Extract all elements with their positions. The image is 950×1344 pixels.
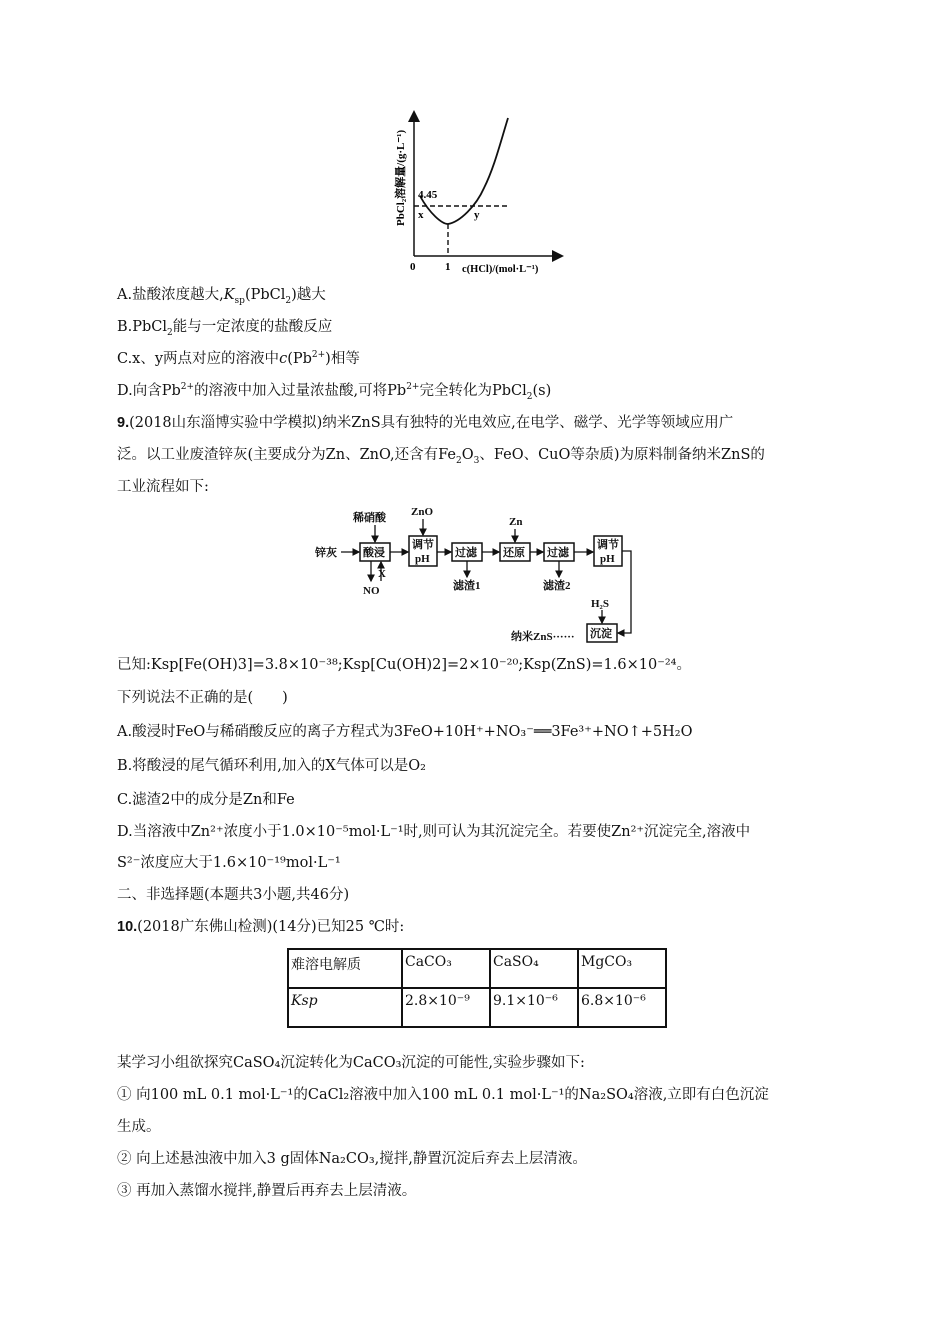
q9-line-2: 泛。以工业废渣锌灰(主要成分为Zn、ZnO,还含有$Fe_2O_3$、FeO、CuO等杂质)为原料制备纳米ZnS的 [117, 447, 765, 466]
adjust-text-1: 调节 [412, 539, 434, 551]
no-gas-label: NO [363, 585, 380, 597]
filter-text-1: 过滤 [455, 547, 477, 559]
q8-option-a: A.盐酸浓度越大$,K_{sp}(PbCl_2)$越大 [117, 287, 326, 306]
q8-option-b: B.PbCl$_2$能与一定浓度的盐酸反应 [117, 319, 333, 338]
point-x-label: x [418, 209, 424, 221]
table-row [288, 988, 666, 1027]
x-gas-label: X [378, 568, 386, 580]
q9-question: 下列说法不正确的是( ) [117, 690, 288, 706]
process-flow-diagram [315, 503, 645, 651]
residue2-label: 滤渣2 [543, 580, 571, 592]
ph-text-1: pH [415, 553, 430, 565]
table-header-cell: CaSO₄ [490, 949, 578, 988]
q10-step-2: ② 向上述悬浊液中加入3 g固体Na₂CO₃,搅拌,静置沉淀后弃去上层清液。 [117, 1151, 587, 1167]
q9-option-b: B.将酸浸的尾气循环利用,加入的X气体可以是O₂ [117, 758, 426, 774]
dilute-nitric-label: 稀硝酸 [353, 512, 386, 524]
q10-step-1-line-2: 生成。 [117, 1119, 161, 1135]
q9-line-3: 工业流程如下: [117, 479, 209, 495]
y-axis-label: PbCl₂溶解量/(g·L⁻¹) [395, 129, 407, 226]
q10-paragraph: 某学习小组欲探究CaSO₄沉淀转化为CaCO₃沉淀的可能性,实验步骤如下: [117, 1055, 585, 1071]
zn-label: Zn [509, 516, 523, 528]
q9-option-c: C.滤渣2中的成分是Zn和Fe [117, 792, 295, 808]
nano-zns-label: 纳米ZnS······ [511, 631, 575, 643]
q8-option-d: D.向含$Pb^{2+}$的溶液中加入过量浓盐酸,可将$Pb^{2+}$完全转化为PbCl$_2$(s) [117, 382, 552, 402]
q9-option-a: A.酸浸时FeO与稀硝酸反应的离子方程式为3FeO+10H⁺+NO₃⁻══3Fe³⁺+NO↑+5H₂O [117, 724, 693, 740]
table-cell: 6.8×10⁻⁶ [578, 988, 666, 1027]
adjust-text-2: 调节 [597, 539, 619, 551]
acid-leach-text: 酸浸 [363, 547, 385, 559]
q10-step-3: ③ 再加入蒸馏水搅拌,静置后再弃去上层清液。 [117, 1183, 417, 1199]
y-mark: 4.45 [418, 189, 438, 201]
table-header-cell: MgCO₃ [578, 949, 666, 988]
h2s-label: H₂S [591, 598, 609, 610]
q9-option-d-line-1: D.当溶液中Zn²⁺浓度小于1.0×10⁻⁵mol·L⁻¹时,则可认为其沉淀完全。若要使Zn²⁺沉淀完全,溶液中 [117, 824, 751, 840]
x-axis-label: c(HCl)/(mol·L⁻¹) [462, 264, 539, 275]
q9-known-ksp: 已知:Ksp[Fe(OH)3]=3.8×10⁻³⁸;Ksp[Cu(OH)2]=2×10⁻²⁰;Ksp(ZnS)=1.6×10⁻²⁴。 [117, 657, 691, 673]
origin-label: 0 [410, 261, 416, 273]
table-header-row [288, 949, 666, 988]
solubility-curve [420, 118, 508, 224]
q10-intro: 10.(2018广东佛山检测)(14分)已知25 ℃时: [117, 919, 405, 935]
ksp-table [287, 948, 667, 1028]
section-two-heading: 二、非选择题(本题共3小题,共46分) [117, 887, 350, 903]
x-mark: 1 [445, 261, 451, 273]
point-y-label: y [474, 209, 480, 221]
table-header-cell: 难溶电解质 [288, 949, 402, 988]
table-cell: 2.8×10⁻⁹ [402, 988, 490, 1027]
ph-text-2: pH [600, 553, 615, 565]
table-row-label: Ksp [288, 988, 402, 1027]
q9-line-1: 9.(2018山东淄博实验中学模拟)纳米ZnS具有独特的光电效应,在电学、磁学、光学等领域应用广 [117, 415, 734, 431]
precipitate-text: 沉淀 [590, 628, 612, 640]
zinc-ash-label: 锌灰 [315, 547, 337, 559]
table-header-cell: CaCO₃ [402, 949, 490, 988]
zno-label: ZnO [411, 506, 434, 518]
solubility-graph [390, 108, 570, 278]
q8-option-c: C.x、y两点对应的溶液中$c(Pb^{2+})$相等 [117, 350, 360, 367]
q9-option-d-line-2: S²⁻浓度应大于1.6×10⁻¹⁹mol·L⁻¹ [117, 855, 341, 871]
table-cell: 9.1×10⁻⁶ [490, 988, 578, 1027]
residue1-label: 滤渣1 [453, 580, 481, 592]
reduce-text: 还原 [503, 547, 525, 559]
q10-step-1-line-1: ① 向100 mL 0.1 mol·L⁻¹的CaCl₂溶液中加入100 mL 0.1 mol·L⁻¹的Na₂SO₄溶液,立即有白色沉淀 [117, 1087, 769, 1103]
filter-text-2: 过滤 [547, 547, 569, 559]
